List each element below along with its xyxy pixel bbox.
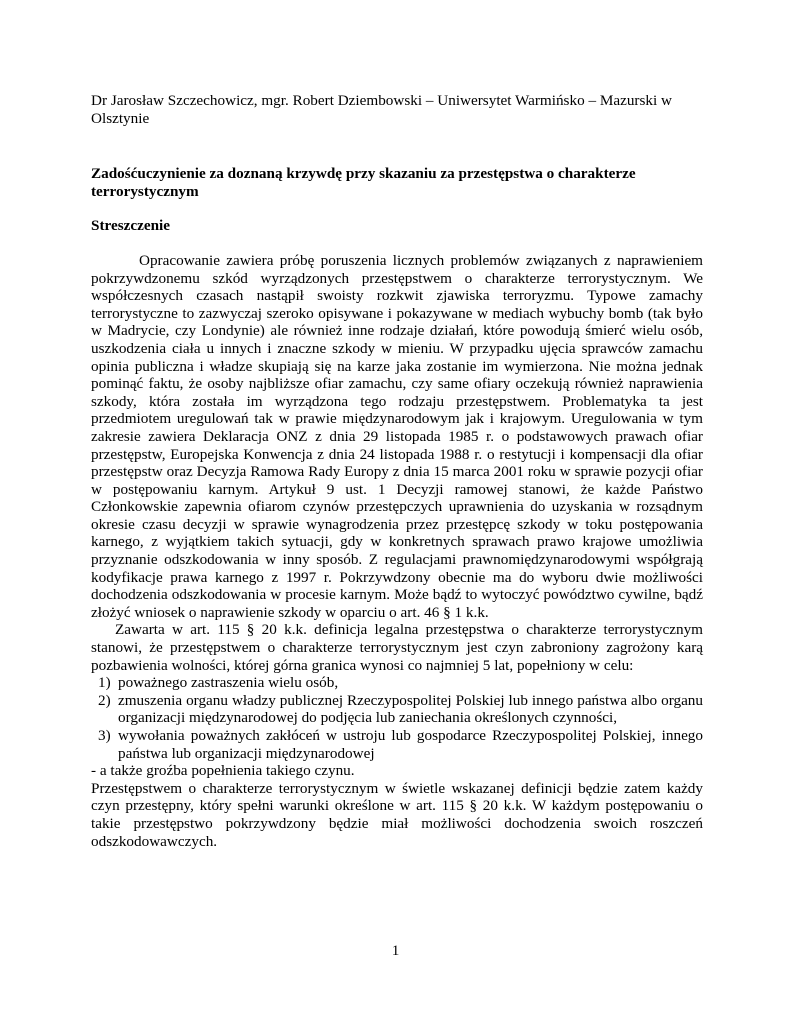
page-number: 1 <box>391 942 400 959</box>
list-item-text: poważnego zastraszenia wielu osób, <box>118 674 339 692</box>
list-item <box>91 674 703 692</box>
document-page <box>91 92 703 850</box>
list-item-text: wywołania poważnych zakłóceń w ustroju lub gospodarce Rzeczypospolitej Polskiej, innego państwa lub organizacji międzynarodowej <box>118 727 703 762</box>
list-item-number: 3) <box>98 727 111 744</box>
definition-paragraph: Zawarta w art. 115 § 20 k.k. definicja legalna przestępstwa o charakterze terrorystycznym stanowi, że przestępstwem o charakterze terrorystycznym jest czyn zabroniony zagrożony karą pozbawienia wolności, której górna granica wynosi co najmniej 5 lat, popełniony w celu: <box>91 621 703 674</box>
purpose-list <box>91 674 703 762</box>
list-item-text: zmuszenia organu władzy publicznej Rzeczypospolitej Polskiej lub innego państwa albo organu organizacji międzynarodowej do podjęcia lub zaniechania określonych czynności, <box>118 691 703 727</box>
list-trailer: - a także groźba popełnienia takiego czynu. <box>91 762 355 780</box>
authors-line: Dr Jarosław Szczechowicz, mgr. Robert Dziembowski – Uniwersytet Warmińsko – Mazurski w Olsztynie <box>91 92 672 127</box>
paper-title: Zadośćuczynienie za doznaną krzywdę przy skazaniu za przestępstwa o charakterze terrorystycznym <box>91 165 636 200</box>
abstract-paragraph: Opracowanie zawiera próbę poruszenia licznych problemów związanych z naprawieniem pokrzywdzonemu szkód wyrządzonych przestępstwem o charakterze terrorystycznym. We współczesnych czasach nastąpił swoisty rozkwit zjawiska terroryzmu. Typowe zamachy terrorystyczne to zazwyczaj szeroko opisywane i pokazywane w mediach wybuchy bomb (tak było w Madrycie, czy Londynie) ale również inne rodzaje działań, które powodują śmierć wielu osób, uszkodzenia ciała u innych i znaczne szkody w mieniu. W przypadku ujęcia sprawców zamachu opinia publiczna i władze skupiają się na karze jaka zostanie im wymierzona. Nie można jednak pominąć faktu, że osoby najbliższe ofiar zamachu, czy same ofiary oczekują również naprawienia szkody, która została im wyrządzona tego rodzaju przestępstwem. Problematyka ta jest przedmiotem uregulowań tak w prawie międzynarodowym jak i krajowym. Uregulowania w tym zakresie zawiera Deklaracja ONZ z dnia 29 listopada 1985 r. o podstawowych prawach ofiar przestępstw, Europejska Konwencja z dnia 24 listopada 1988 r. o restytucji i kompensacji dla ofiar przestępstw oraz Decyzja Ramowa Rady Europy z dnia 15 marca 2001 roku w sprawie pozycji ofiar w postępowaniu karnym. Artykuł 9 ust. 1 Decyzji ramowej stanowi, że każde Państwo Członkowskie zapewnia ofiarom czynów przestępczych uprawnienia do uzyskania w rozsądnym okresie czasu decyzji w sprawie wynagrodzenia przez przestępcę szkody w toku postępowania karnego, z wyjątkiem takich sytuacji, gdy w konkretnych sprawach prawo krajowe umożliwia przyznanie odszkodowania w inny sposób. Z regulacjami prawnomiędzynarodowymi współgrają kodyfikacje prawa karnego z 1997 r. Pokrzywdzony obecnie ma do wyboru dwie możliwości dochodzenia odszkodowania w procesie karnym. Może bądź to wytoczyć powództwo cywilne, bądź złożyć wniosek o naprawienie szkody w oparciu o art. 46 § 1 k.k. <box>91 251 703 621</box>
list-item <box>91 692 703 727</box>
section-heading: Streszczenie <box>91 217 170 235</box>
list-item <box>91 727 703 762</box>
list-item-number: 1) <box>98 674 111 692</box>
list-item-number: 2) <box>98 691 111 709</box>
closing-paragraph: Przestępstwem o charakterze terrorystycznym w świetle wskazanej definicji będzie zatem każdy czyn przestępny, który spełni warunki określone w art. 115 § 20 k.k. W każdym postępowaniu o takie przestępstwo pokrzywdzony będzie miał możliwości dochodzenia swoich roszczeń odszkodowawczych. <box>91 779 703 850</box>
